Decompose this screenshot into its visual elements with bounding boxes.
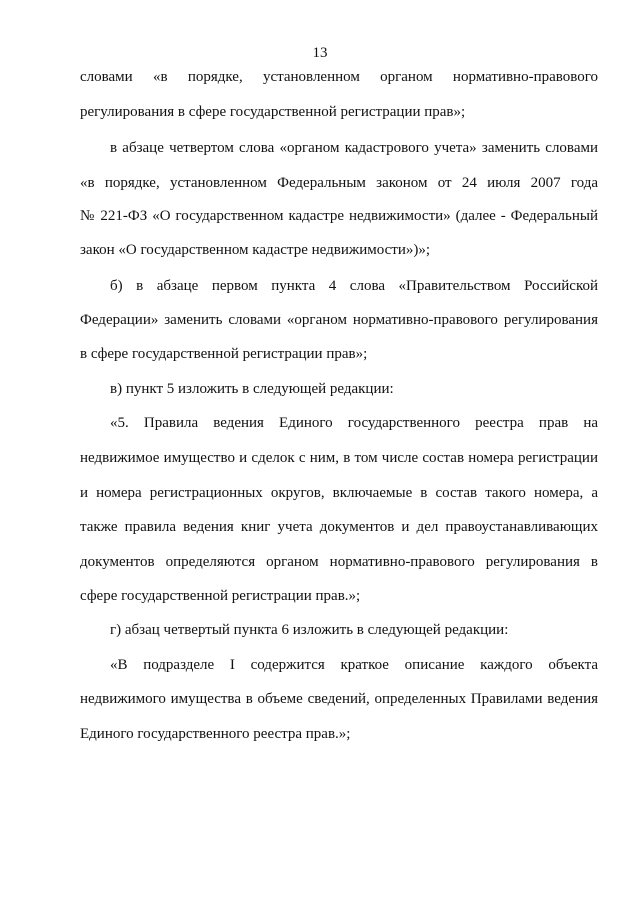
text-line: «в порядке, установленном Федеральным законом от 24 июля 2007 года [80, 175, 598, 191]
page-number: 13 [312, 45, 328, 61]
text-line: Единого государственного реестра прав.»; [80, 726, 351, 742]
text-line: закон «О государственном кадастре недвижимости»)»; [80, 242, 431, 258]
text-line: в) пункт 5 изложить в следующей редакции: [110, 381, 394, 397]
text-line: недвижимое имущество и сделок с ним, в том числе состав номера регистрации [80, 450, 598, 466]
text-line: документов определяются органом нормативно-правового регулирования в [80, 554, 598, 570]
text-line: также правила ведения книг учета документов и дел правоустанавливающих [80, 519, 598, 535]
text-line: Федерации» заменить словами «органом нормативно-правового регулирования [80, 312, 598, 328]
text-line: и номера регистрационных округов, включаемые в состав такого номера, а [80, 485, 598, 501]
text-line: г) абзац четвертый пункта 6 изложить в следующей редакции: [110, 622, 509, 638]
text-line: регулирования в сфере государственной регистрации прав»; [80, 104, 466, 120]
text-line: сфере государственной регистрации прав.»; [80, 588, 361, 604]
text-line: в абзаце четвертом слова «органом кадастрового учета» заменить словами [110, 140, 598, 156]
text-line: б) в абзаце первом пункта 4 слова «Правительством Российской [110, 278, 598, 294]
text-line: «5. Правила ведения Единого государственного реестра прав на [110, 415, 598, 431]
text-line: «В подразделе I содержится краткое описание каждого объекта [110, 657, 598, 673]
text-line: в сфере государственной регистрации прав»; [80, 346, 368, 362]
text-line: недвижимого имущества в объеме сведений, определенных Правилами ведения [80, 691, 598, 707]
text-line: № 221-ФЗ «О государственном кадастре недвижимости» (далее - Федеральный [80, 208, 598, 224]
text-line: словами «в порядке, установленном органом нормативно-правового [80, 69, 598, 85]
